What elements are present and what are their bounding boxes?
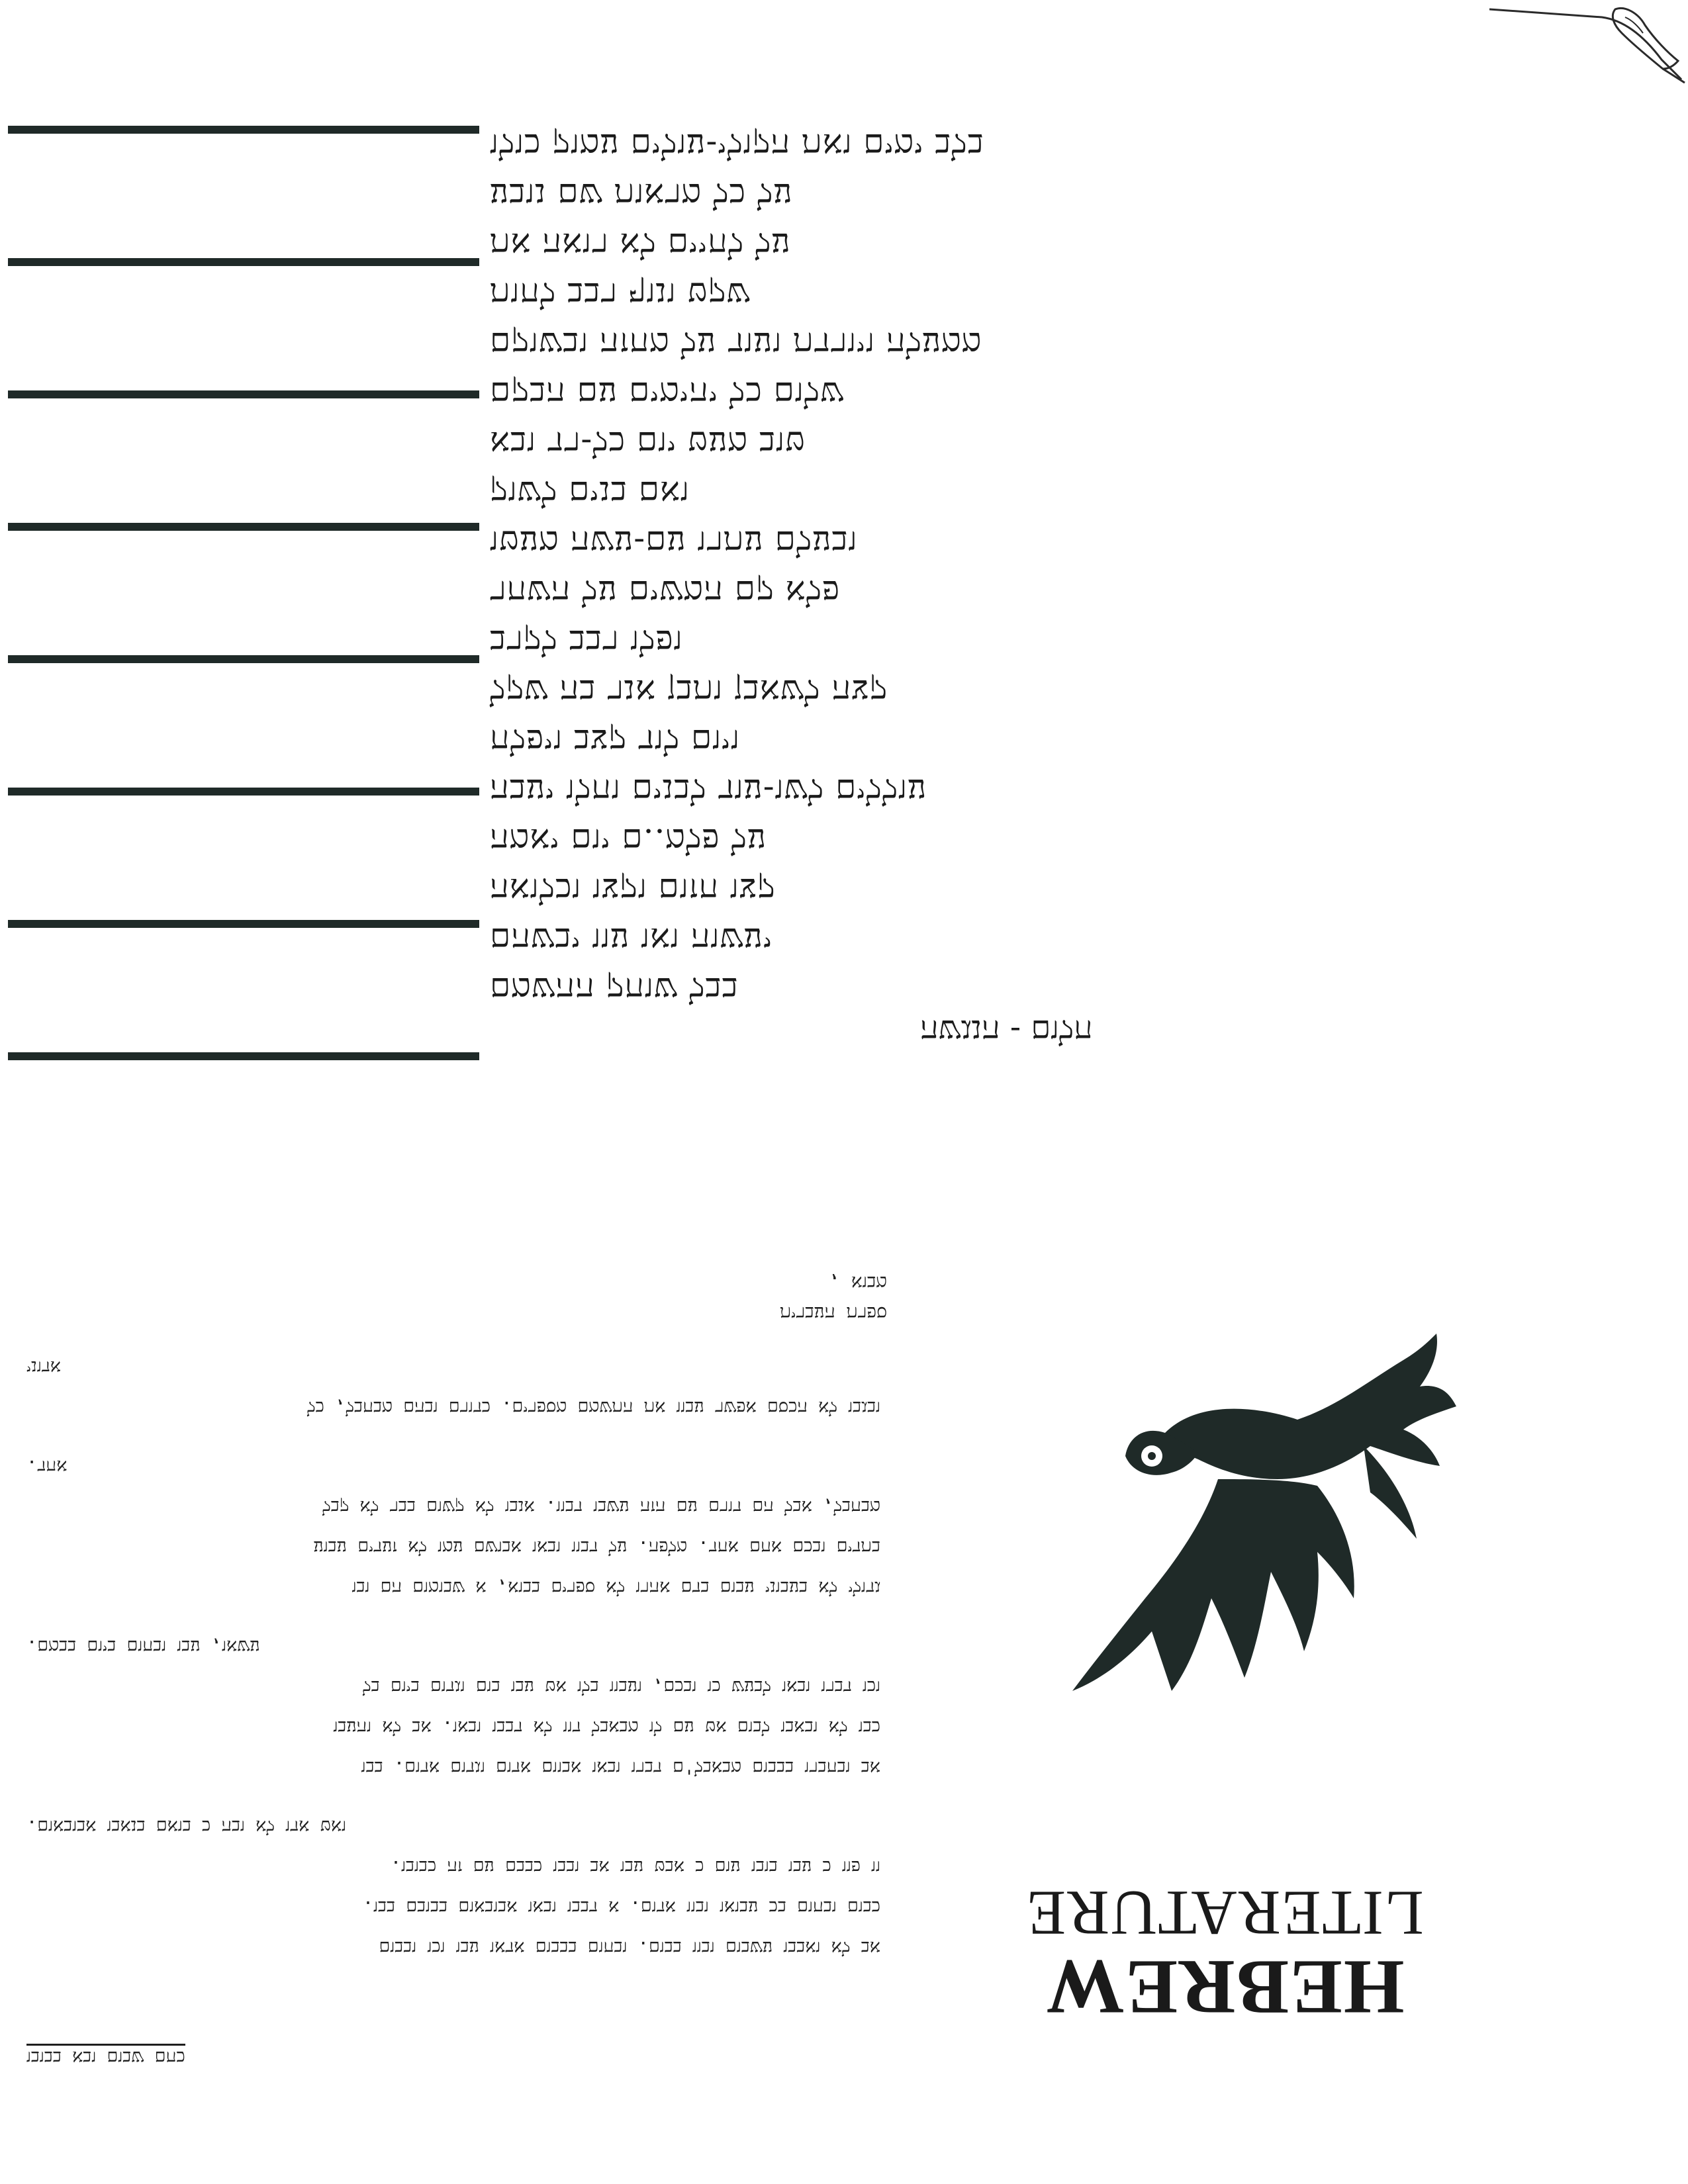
poem-line: שקט ונוף רבב לחות	[490, 275, 751, 314]
poem-line: ופלו רבב לקרב	[490, 623, 683, 661]
paragraph-line: וכו דברו ובאו לבעש כו ובכם, ועבוו בלו אט עבו בום וגדום ביום בל	[363, 1676, 880, 1697]
section-title-sub: LITERATURE	[1025, 1878, 1424, 1949]
poem-line: יעשוה ואו עוו יבשהם	[490, 921, 773, 959]
paragraph-line: עשאו, עבו ובחום ביום בבמם.	[26, 1636, 260, 1657]
rule-8	[8, 1052, 479, 1060]
poem-line: ובעלם עתרו עם-עשה מעטו	[490, 523, 858, 562]
rule-5	[8, 655, 479, 663]
poem-line: פלא קם המשים על השחר	[490, 573, 841, 612]
section-title	[953, 1878, 1496, 2031]
poem-line: קצו חזום וקצו וכלואה	[490, 871, 776, 909]
paragraph-line: מבחבל, אבל הם דורם עם הזה עשבו דבוו. אנבו לא קשום בבר לא קבל	[322, 1496, 880, 1517]
paragraph-line: כבום ובחום בכ עבואו ובוו אדום. א דבבו ובאו אבובאום בבובם בבו.	[362, 1897, 880, 1917]
rule-7	[8, 920, 479, 928]
paragraph-line: ובגבו לא הכסם אפשר עבוו את התשמם מספרים. כדורם ובהם מבחבל, כל	[307, 1397, 880, 1418]
article-paragraph-4	[26, 1806, 887, 1968]
paragraph-line: אדוני	[26, 1357, 61, 1377]
pen-icon	[1489, 0, 1688, 99]
paragraph-line: אב ובחברו בבבום מבאבל'ם דברו ובאו אבוום אדום וגדום אדום. בבו	[361, 1757, 880, 1778]
paragraph-line: גדולי לא בעבוני עבום בדם אהרו לא ספרים בבוא, א שבומום הם ובו	[352, 1577, 880, 1598]
article-header-line: ספרת העברית	[780, 1302, 887, 1324]
paragraph-line: כבו לא ובאבו לבום אט עם לו מבאבל דוו לא דבבו ובאו. אב לא והעבו	[333, 1717, 880, 1737]
poem-line: בלב ימים ואת הקולי-עולים עמוק כולו	[490, 126, 984, 165]
poem	[490, 120, 1284, 1014]
poem-line: ויום לוד קצב ויפלח	[490, 722, 740, 760]
article-paragraph-1	[26, 1347, 887, 1428]
poem-line: קצה לשאבן ותבן אנר בה שקל	[490, 672, 888, 711]
rule-6	[8, 788, 479, 796]
poem-line: על פלמ..ם יום יאמה	[490, 821, 767, 860]
paragraph-line: וו פוו כ עבו בובו עום כ אבט עבו אב ובבו כבבם עם זה כבובו.	[390, 1856, 880, 1877]
article-paragraph-3	[26, 1626, 887, 1788]
paragraph-line: אב לא ואבבו עשבום ובוו בבום. ובחום בבבום אדאו עבו וכו ובבום	[379, 1937, 880, 1958]
article-signoff: כחם שבום ובא בבובו	[26, 2044, 185, 2068]
poem-line: שלום כל יהימים עם הבקם	[490, 375, 845, 413]
paragraph-line: אחד.	[26, 1456, 68, 1477]
poem-line: ואם בנים לשוק	[490, 474, 690, 512]
paragraph-line: בתדים ובכם אחם אחד. מלפה. על דבוו ובאו אבושם עמו לא זעדים עבוע	[313, 1537, 880, 1557]
section-title-main: HEBREW	[1045, 1944, 1405, 2031]
poem-line: ממעלה ויורדת ועוד על מחזה ובשוקם	[490, 325, 982, 363]
rule-1	[8, 126, 479, 134]
rule-3	[8, 390, 479, 398]
poem-line: עוללים לשו-עוד לבנים וחלו יעבה	[490, 772, 927, 810]
article-header-line: מבוא ,	[829, 1272, 887, 1294]
rule-4	[8, 523, 479, 531]
poem-line: בבל שוחק ההשמם	[490, 970, 739, 1009]
article	[26, 1267, 887, 1968]
poem-line: טוב מעט יום כל-רד ובא	[490, 424, 806, 463]
dove-icon	[1059, 1320, 1463, 1704]
poem-attribution: חלום - הנגשה	[920, 1013, 1093, 1050]
poem-line: על כל מראות שם נובע	[490, 176, 793, 214]
poem-line: על לחיים לא רואה את	[490, 226, 791, 264]
paragraph-line: ואט אדו לא ובה כ בואם בנאבו אבובאום.	[26, 1816, 347, 1837]
rule-2	[8, 258, 479, 266]
article-paragraph-2	[26, 1446, 887, 1608]
